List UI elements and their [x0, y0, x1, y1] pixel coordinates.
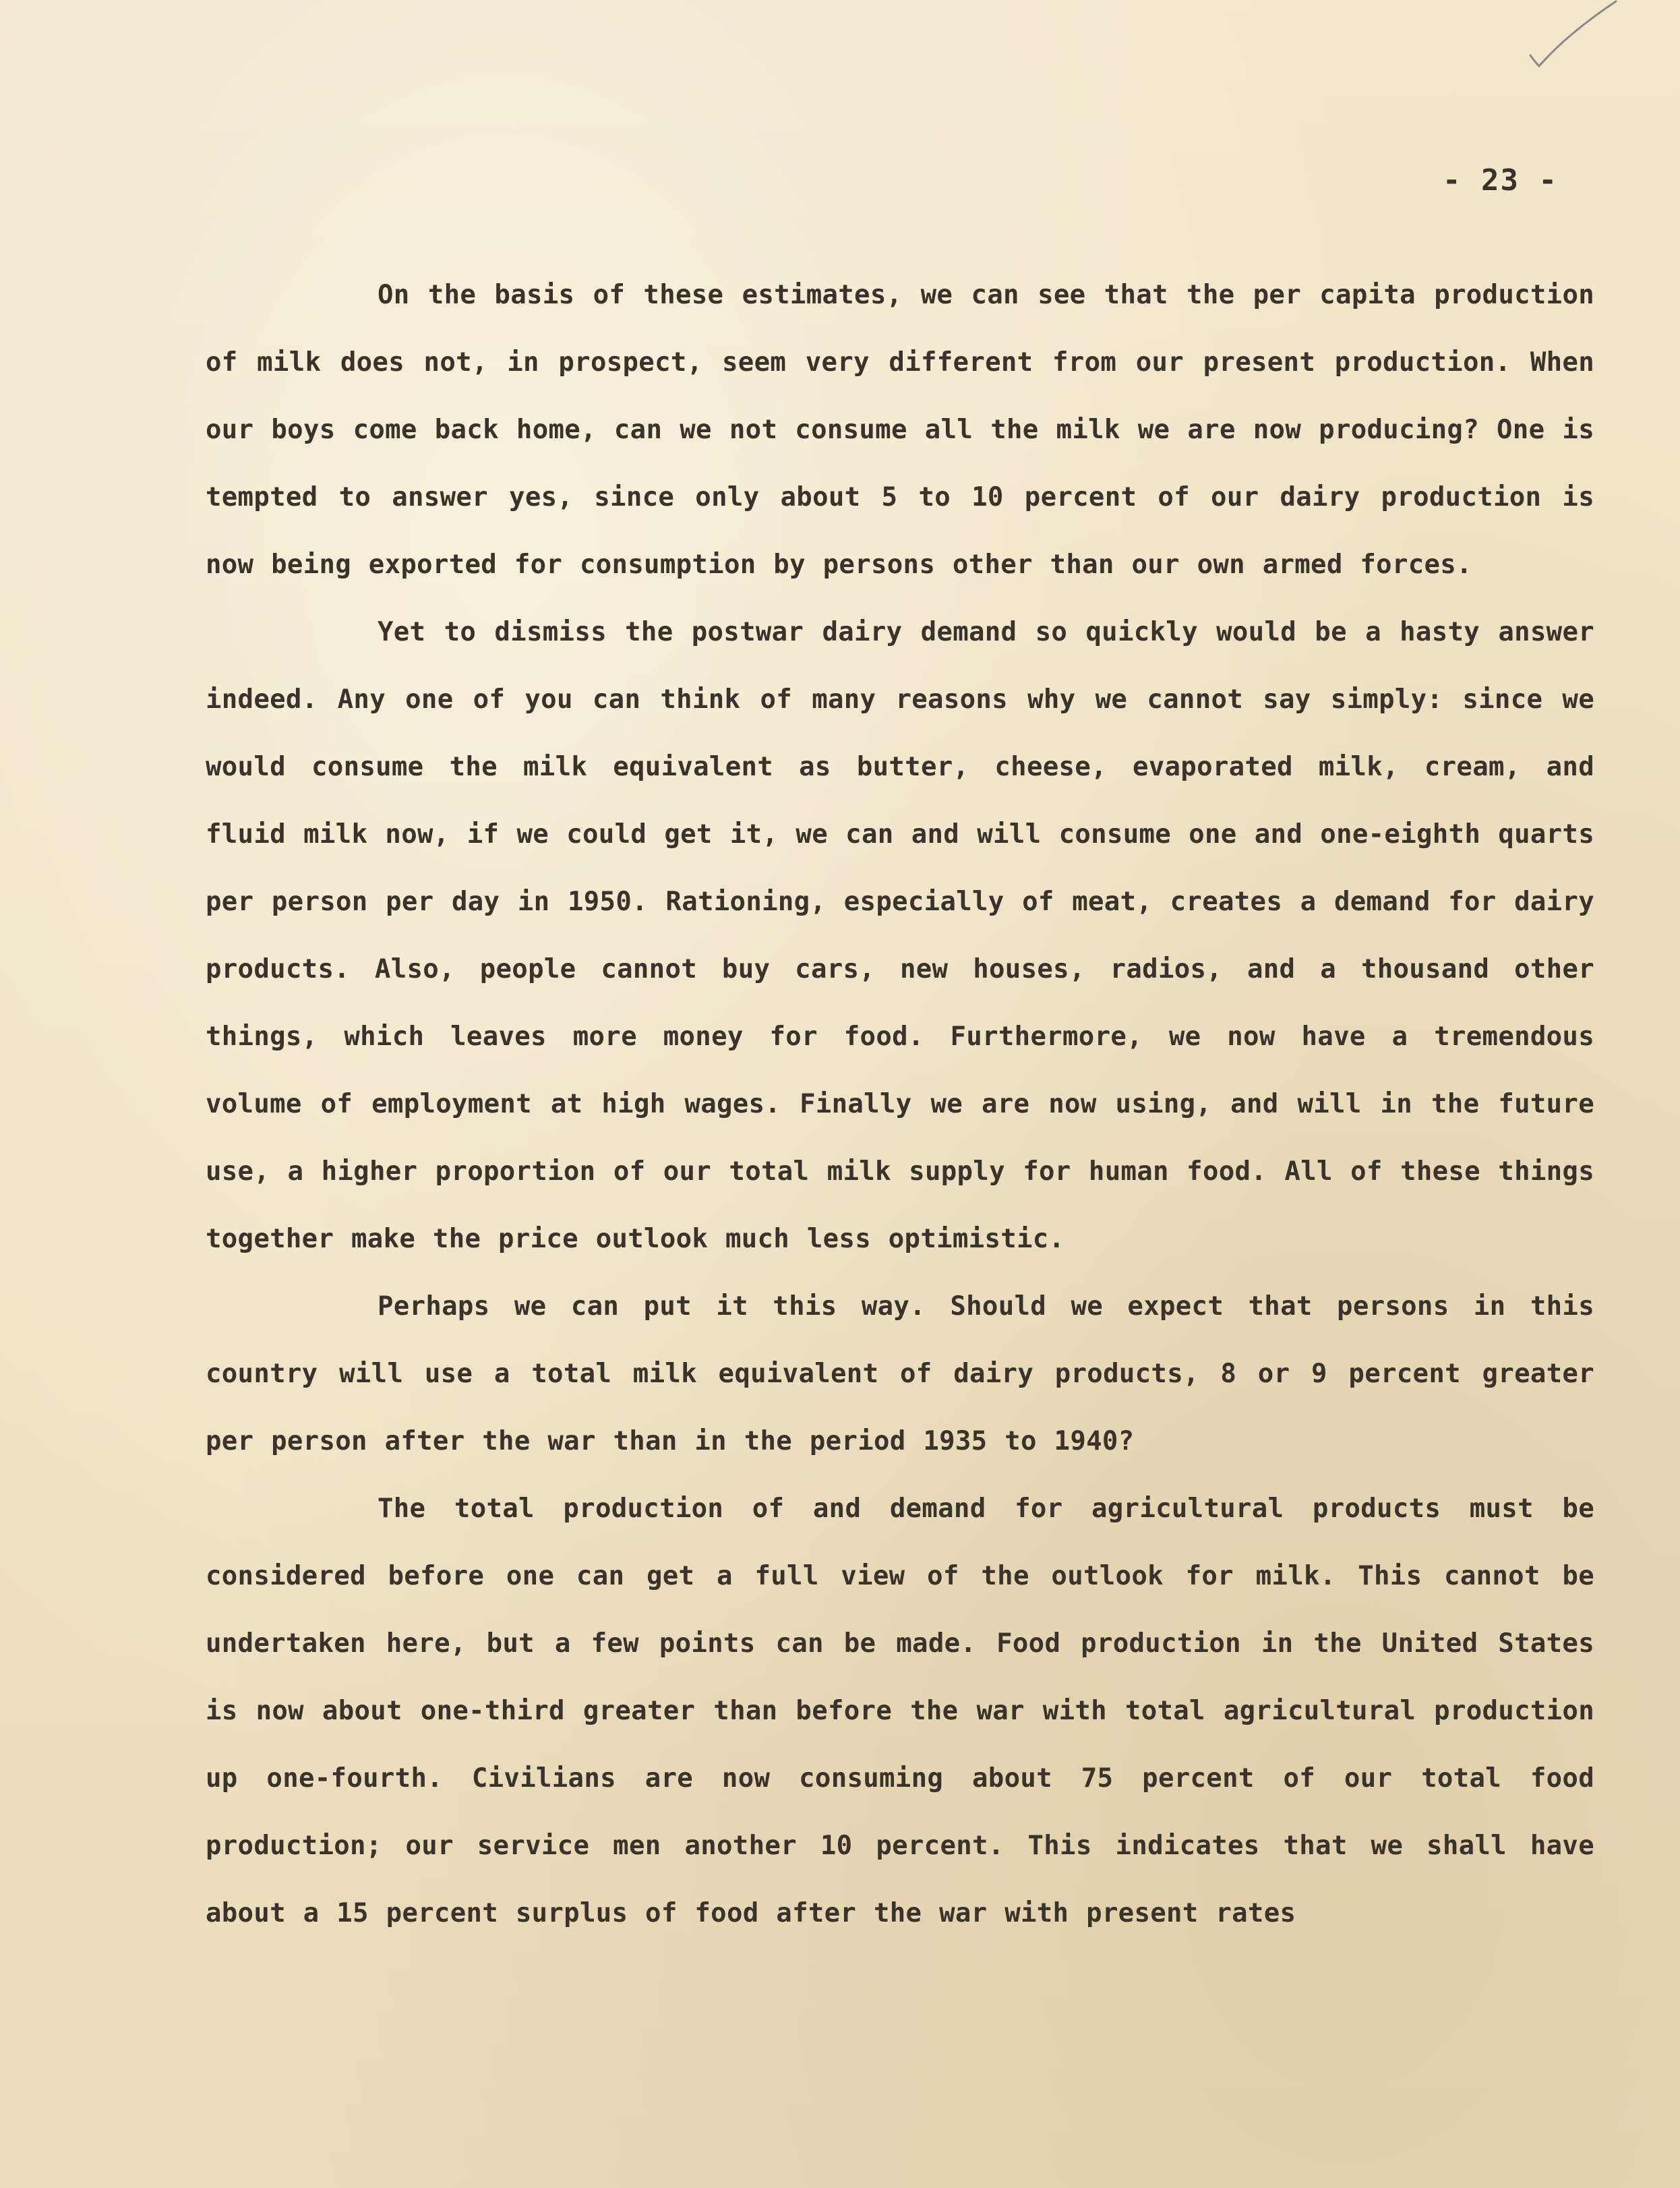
page-number: - 23 -: [1443, 163, 1558, 198]
paragraph: Perhaps we can put it this way. Should we expect that persons in this country will use a total milk equivalent of dairy products, 8 or 9 percent greater per person after the war than in the period 1935 to 1940?: [206, 1291, 1594, 1456]
paragraph: Yet to dismiss the postwar dairy demand so quickly would be a hasty answer indeed. Any one of you can think of many reasons why we cannot say simply: since we would consume the milk equivalent as butter, cheese, evaporated milk, cream, and fluid milk now, if we could get it, we can and will consume one and one-eighth quarts per person per day in 1950. Rationing, especially of meat, creates a demand for dairy products. Also, people cannot buy cars, new houses, radios, and a thousand other things, which leaves more money for food. Furthermore, we now have a tremendous volume of employment at high wages. Finally we are now using, and will in the future use, a higher proportion of our total milk supply for human food. All of these things together make the price outlook much less optimistic.: [206, 617, 1594, 1254]
paragraph: On the basis of these estimates, we can see that the per capita production of milk does not, in prospect, seem very different from our present production. When our boys come back home, can we not consume all the milk we are now producing? One is tempted to answer yes, since only about 5 to 10 percent of our dairy production is now being exported for consumption by persons other than our own armed forces.: [206, 280, 1594, 580]
paragraph: The total production of and demand for agricultural products must be considered before one can get a full view of the outlook for milk. This cannot be undertaken here, but a few points can be made. Food production in the United States is now about one-third greater than before the war with total agricultural production up one-fourth. Civilians are now consuming about 75 percent of our total food production; our service men another 10 percent. This indicates that we shall have about a 15 percent surplus of food after the war with present rates: [206, 1494, 1594, 1928]
body-text: [206, 262, 1594, 1947]
checkmark-icon: [1520, 0, 1621, 81]
